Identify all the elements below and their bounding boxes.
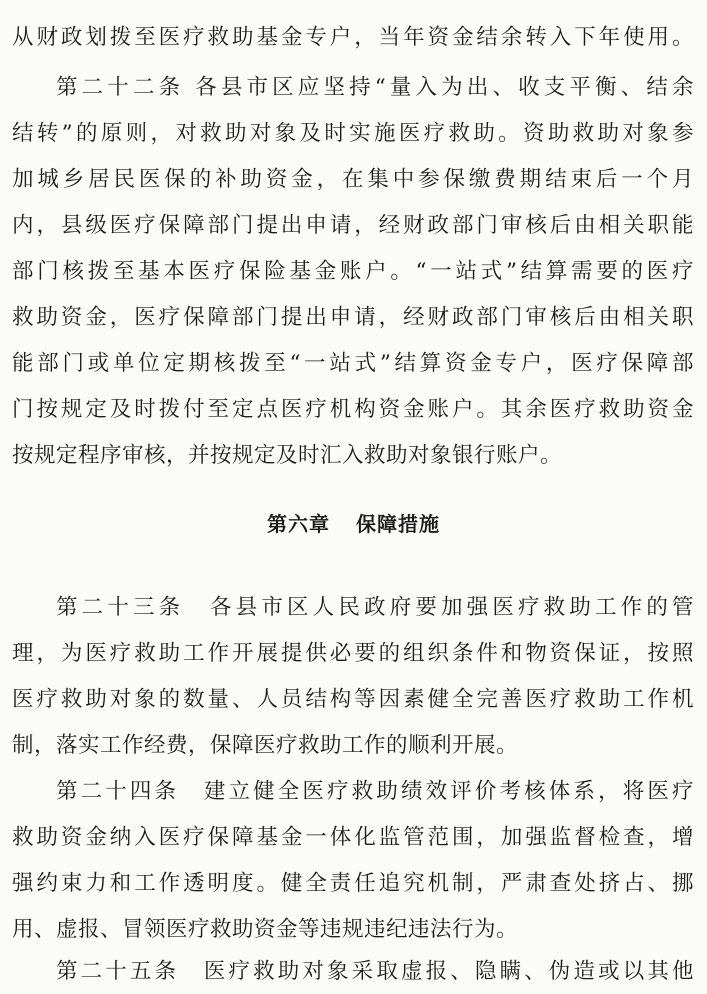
article-24-line-4: 用、虚报、冒领医疗救助资金等违规违纪违法行为。 (12, 917, 519, 942)
article-23-line-3: 医疗救助对象的数量、人员结构等因素健全完善医疗救助工作机 (12, 687, 694, 712)
article-22-line-6: 救助资金，医疗保障部门提出申请，经财政部门审核后由相关职 (12, 305, 694, 330)
chapter-heading (0, 502, 707, 546)
article-22-line-5: 部门核拨至基本医疗保险基金账户。“一站式”结算需要的医疗 (12, 259, 694, 284)
article-22-line-3: 加城乡居民医保的补助资金，在集中参保缴费期结束后一个月 (12, 167, 694, 192)
article-23-line-2: 理，为医疗救助工作开展提供必要的组织条件和物资保证，按照 (12, 641, 694, 666)
chapter-title: 保障措施 (356, 512, 440, 536)
article-22-line-7: 能部门或单位定期核拨至“一站式”结算资金专户，医疗保障部 (12, 351, 694, 376)
article-22-line-1: 第二十二条 各县市区应坚持“量入为出、收支平衡、结余 (56, 75, 694, 100)
article-21-line-1: 从财政划拨至医疗救助基金专户，当年资金结余转入下年使用。 (12, 25, 694, 50)
article-24-line-1: 第二十四条 建立健全医疗救助绩效评价考核体系，将医疗 (56, 779, 694, 804)
chapter-number: 第六章 (267, 512, 330, 536)
article-22-line-9: 按规定程序审核，并按规定及时汇入救助对象银行账户。 (12, 443, 563, 468)
article-23-line-1: 第二十三条 各县市区人民政府要加强医疗救助工作的管 (56, 595, 694, 620)
article-22-line-4: 内，县级医疗保障部门提出申请，经财政部门审核后由相关职能 (12, 213, 694, 238)
article-24-line-3: 强约束力和工作透明度。健全责任追究机制，严肃查处挤占、挪 (12, 871, 694, 896)
article-22-line-8: 门按规定及时拨付至定点医疗机构资金账户。其余医疗救助资金 (12, 397, 694, 422)
article-24-line-2: 救助资金纳入医疗保障基金一体化监管范围，加强监督检查，增 (12, 825, 694, 850)
article-25-line-1: 第二十五条 医疗救助对象采取虚报、隐瞒、伪造或以其他 (56, 959, 694, 984)
article-23-line-4: 制，落实工作经费，保障医疗救助工作的顺利开展。 (12, 733, 519, 758)
article-22-line-2: 结转”的原则，对救助对象及时实施医疗救助。资助救助对象参 (12, 121, 694, 146)
